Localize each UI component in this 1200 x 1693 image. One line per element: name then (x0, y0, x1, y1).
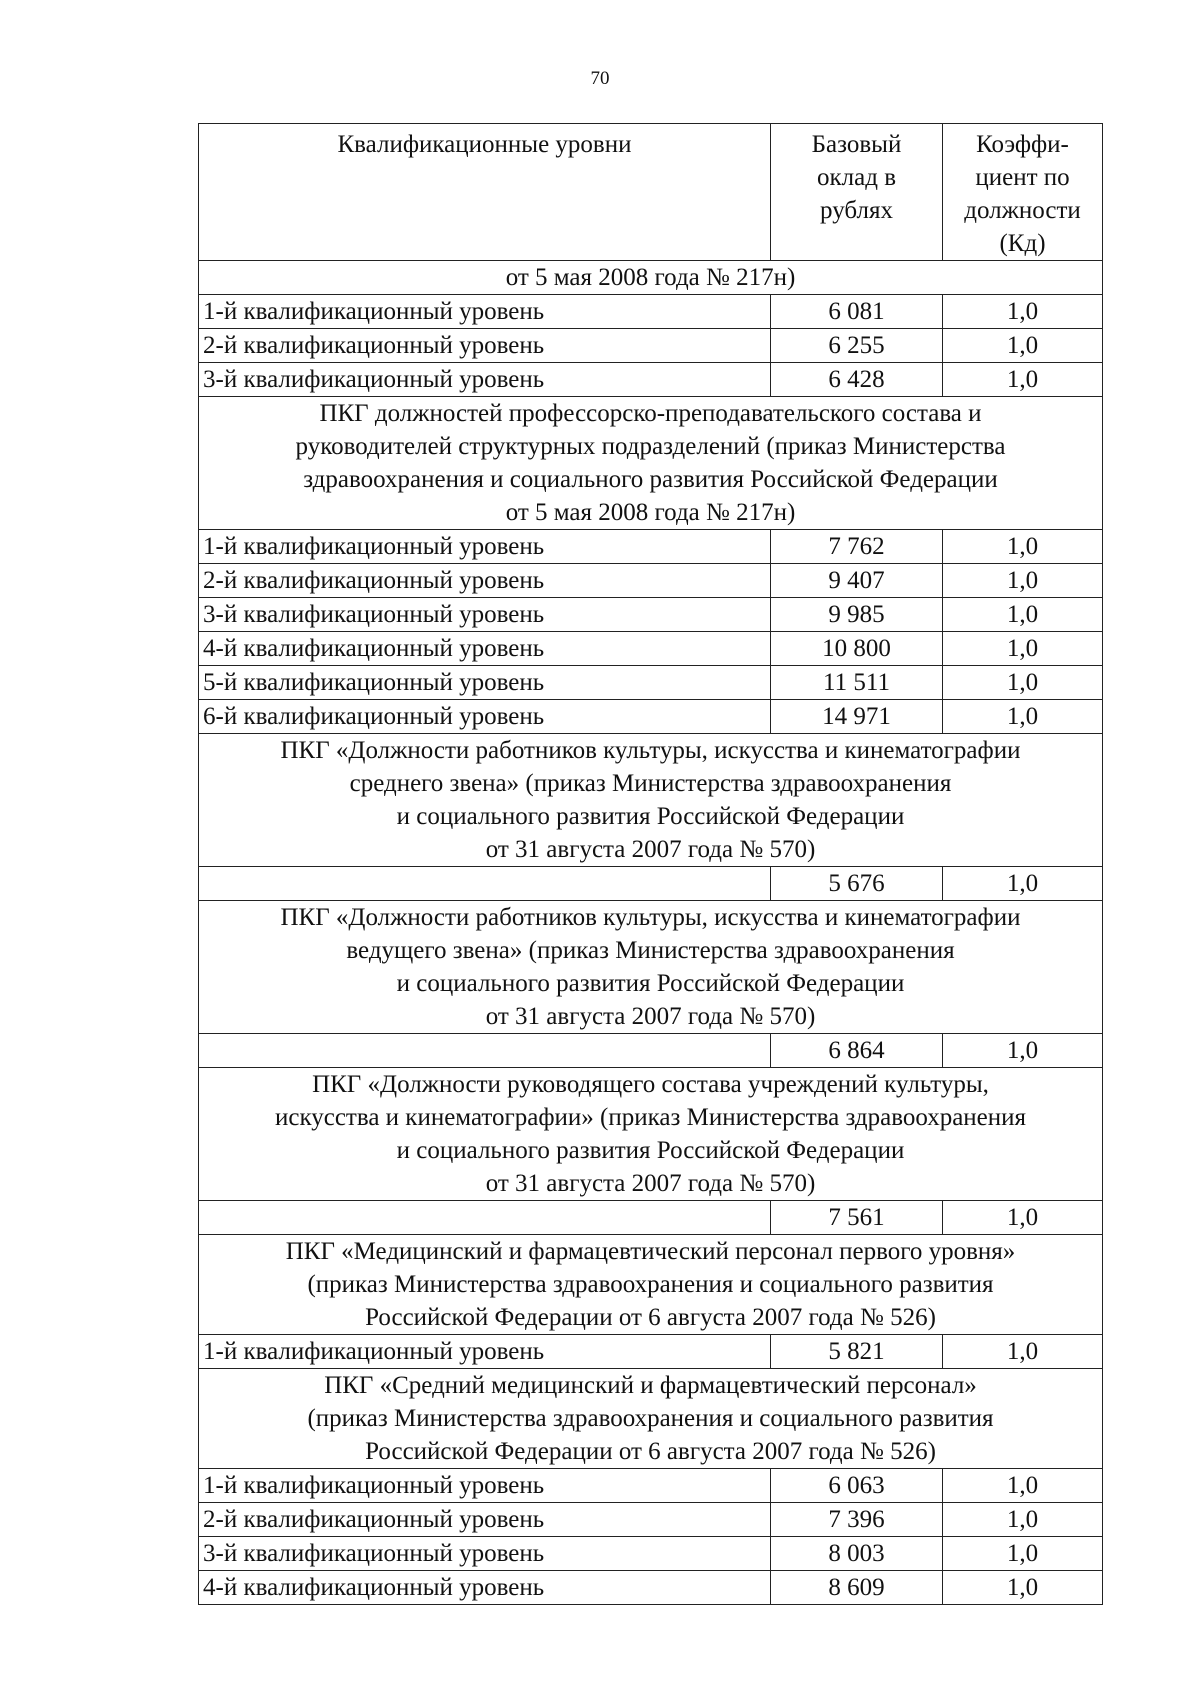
base-salary-cell: 6 864 (771, 1034, 943, 1068)
section-title: ПКГ «Должности работников культуры, искусства и кинематографии ведущего звена» (приказ Министерства здравоохранения и социального развития Российской Федерации от 31 августа 2007 года № 570) (199, 901, 1103, 1034)
section-row (199, 734, 1103, 867)
base-salary-cell: 9 985 (771, 598, 943, 632)
salary-table (198, 123, 1103, 1605)
qualification-level-cell: 1-й квалификационный уровень (199, 530, 771, 564)
qualification-level-cell: 4-й квалификационный уровень (199, 1571, 771, 1605)
base-salary-cell: 6 428 (771, 363, 943, 397)
coefficient-cell: 1,0 (943, 632, 1103, 666)
qualification-level-cell: 4-й квалификационный уровень (199, 632, 771, 666)
base-salary-cell: 7 396 (771, 1503, 943, 1537)
table-row (199, 564, 1103, 598)
table-row (199, 1201, 1103, 1235)
base-salary-cell: 6 081 (771, 295, 943, 329)
qualification-level-cell (199, 1034, 771, 1068)
coefficient-cell: 1,0 (943, 295, 1103, 329)
base-salary-cell: 6 063 (771, 1469, 943, 1503)
qualification-level-cell (199, 867, 771, 901)
section-row (199, 901, 1103, 1034)
coefficient-cell: 1,0 (943, 1537, 1103, 1571)
table-row (199, 1537, 1103, 1571)
header-coefficient-line: (Кд) (999, 230, 1046, 257)
base-salary-cell: 5 821 (771, 1335, 943, 1369)
coefficient-cell: 1,0 (943, 666, 1103, 700)
qualification-level-cell: 3-й квалификационный уровень (199, 363, 771, 397)
header-position-coefficient (943, 124, 1103, 261)
base-salary-cell: 8 609 (771, 1571, 943, 1605)
section-title: ПКГ «Средний медицинский и фармацевтический персонал» (приказ Министерства здравоохранения и социального развития Российской Федерации от 6 августа 2007 года № 526) (199, 1369, 1103, 1469)
header-coefficient-line: Коэффи- (976, 131, 1069, 158)
coefficient-cell: 1,0 (943, 598, 1103, 632)
table-row (199, 1571, 1103, 1605)
coefficient-cell: 1,0 (943, 1201, 1103, 1235)
header-base-salary (771, 124, 943, 261)
header-qualification-levels: Квалификационные уровни (199, 124, 771, 261)
table-row (199, 329, 1103, 363)
base-salary-cell: 11 511 (771, 666, 943, 700)
header-coefficient-line: должности (964, 197, 1081, 224)
qualification-level-cell: 1-й квалификационный уровень (199, 295, 771, 329)
table-row (199, 1503, 1103, 1537)
base-salary-cell: 7 561 (771, 1201, 943, 1235)
coefficient-cell: 1,0 (943, 530, 1103, 564)
table-row (199, 1469, 1103, 1503)
qualification-level-cell: 2-й квалификационный уровень (199, 564, 771, 598)
header-base-salary-line: оклад в (817, 164, 896, 191)
section-row (199, 261, 1103, 295)
section-title: от 5 мая 2008 года № 217н) (199, 261, 1103, 295)
section-title: ПКГ «Должности руководящего состава учреждений культуры, искусства и кинематографии» (приказ Министерства здравоохранения и социального развития Российской Федерации от 31 августа 2007 года № 570) (199, 1068, 1103, 1201)
coefficient-cell: 1,0 (943, 1034, 1103, 1068)
coefficient-cell: 1,0 (943, 564, 1103, 598)
qualification-level-cell: 1-й квалификационный уровень (199, 1335, 771, 1369)
qualification-level-cell: 5-й квалификационный уровень (199, 666, 771, 700)
coefficient-cell: 1,0 (943, 1571, 1103, 1605)
section-row (199, 1068, 1103, 1201)
qualification-level-cell: 3-й квалификационный уровень (199, 1537, 771, 1571)
page-number: 70 (590, 68, 610, 89)
table-row (199, 700, 1103, 734)
table-row (199, 666, 1103, 700)
coefficient-cell: 1,0 (943, 700, 1103, 734)
header-coefficient-line: циент по (975, 164, 1070, 191)
table-row (199, 598, 1103, 632)
qualification-level-cell: 3-й квалификационный уровень (199, 598, 771, 632)
table-row (199, 867, 1103, 901)
coefficient-cell: 1,0 (943, 363, 1103, 397)
base-salary-cell: 5 676 (771, 867, 943, 901)
section-row (199, 397, 1103, 530)
qualification-level-cell (199, 1201, 771, 1235)
table-row (199, 363, 1103, 397)
table-row (199, 1034, 1103, 1068)
coefficient-cell: 1,0 (943, 1335, 1103, 1369)
table-row (199, 1335, 1103, 1369)
header-base-salary-line: рублях (820, 197, 893, 224)
qualification-level-cell: 1-й квалификационный уровень (199, 1469, 771, 1503)
section-title: ПКГ «Должности работников культуры, искусства и кинематографии среднего звена» (приказ Министерства здравоохранения и социального развития Российской Федерации от 31 августа 2007 года № 570) (199, 734, 1103, 867)
base-salary-cell: 6 255 (771, 329, 943, 363)
header-base-salary-line: Базовый (811, 131, 902, 158)
base-salary-cell: 14 971 (771, 700, 943, 734)
qualification-level-cell: 2-й квалификационный уровень (199, 329, 771, 363)
section-row (199, 1369, 1103, 1469)
coefficient-cell: 1,0 (943, 867, 1103, 901)
base-salary-cell: 8 003 (771, 1537, 943, 1571)
base-salary-cell: 7 762 (771, 530, 943, 564)
table-header-row (199, 124, 1103, 261)
section-title: ПКГ «Медицинский и фармацевтический персонал первого уровня» (приказ Министерства здравоохранения и социального развития Российской Федерации от 6 августа 2007 года № 526) (199, 1235, 1103, 1335)
table-body (199, 261, 1103, 1605)
section-title: ПКГ должностей профессорско-преподавательского состава и руководителей структурных подразделений (приказ Министерства здравоохранения и социального развития Российской Федерации от 5 мая 2008 года № 217н) (199, 397, 1103, 530)
table-row (199, 632, 1103, 666)
section-row (199, 1235, 1103, 1335)
coefficient-cell: 1,0 (943, 1503, 1103, 1537)
table-row (199, 530, 1103, 564)
qualification-level-cell: 2-й квалификационный уровень (199, 1503, 771, 1537)
base-salary-cell: 9 407 (771, 564, 943, 598)
coefficient-cell: 1,0 (943, 329, 1103, 363)
qualification-level-cell: 6-й квалификационный уровень (199, 700, 771, 734)
coefficient-cell: 1,0 (943, 1469, 1103, 1503)
base-salary-cell: 10 800 (771, 632, 943, 666)
table-row (199, 295, 1103, 329)
